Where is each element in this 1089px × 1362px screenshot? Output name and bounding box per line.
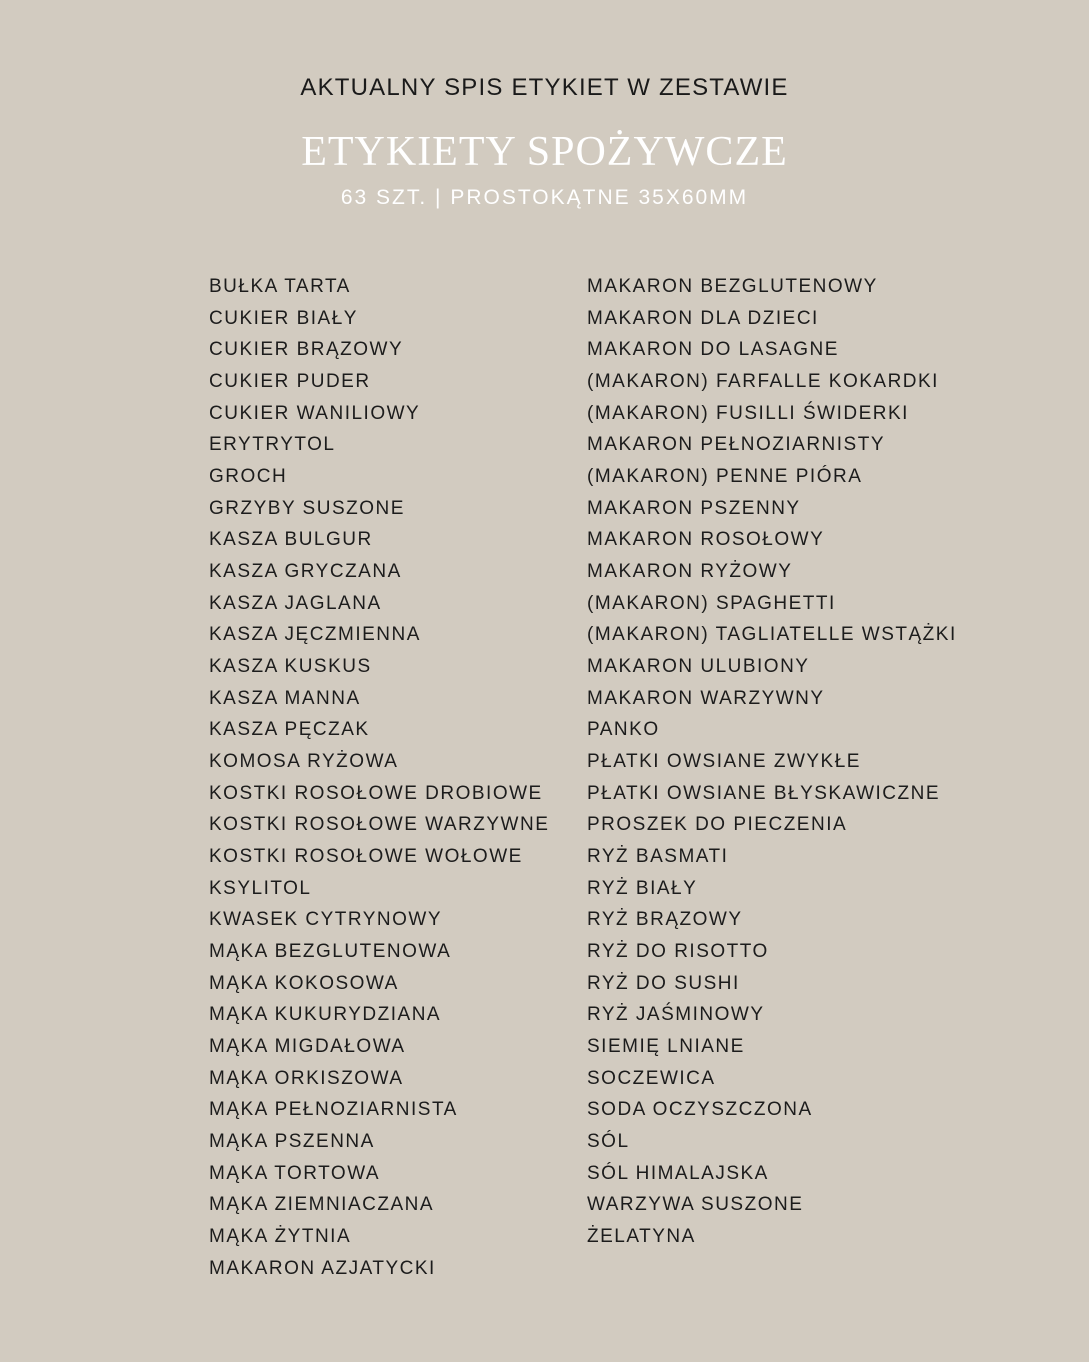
label-list-left xyxy=(209,271,549,1285)
label-item: KASZA JAGLANA xyxy=(209,592,382,614)
label-item: MĄKA KUKURYDZIANA xyxy=(209,1004,442,1026)
label-item: RYŻ JAŚMINOWY xyxy=(587,1004,765,1026)
page-title: ETYKIETY SPOŻYWCZE xyxy=(301,129,788,175)
label-item: MĄKA ORKISZOWA xyxy=(209,1067,404,1089)
label-item: RYŻ BIAŁY xyxy=(587,877,698,899)
label-item: MAKARON RYŻOWY xyxy=(587,561,793,583)
label-item: CUKIER WANILIOWY xyxy=(209,402,421,424)
label-item: ŻELATYNA xyxy=(587,1226,696,1248)
label-item: SOCZEWICA xyxy=(587,1067,716,1089)
page-subtitle: 63 SZT. | PROSTOKĄTNE 35X60MM xyxy=(340,186,749,209)
label-item: MAKARON ULUBIONY xyxy=(587,656,810,678)
label-item: KOSTKI ROSOŁOWE WARZYWNE xyxy=(209,814,550,836)
label-item: SÓL xyxy=(587,1131,630,1153)
label-list-right xyxy=(587,271,957,1253)
label-item: MAKARON WARZYWNY xyxy=(587,687,825,709)
label-item: KASZA GRYCZANA xyxy=(209,561,402,583)
label-item: KASZA JĘCZMIENNA xyxy=(209,624,421,646)
label-item: MAKARON PEŁNOZIARNISTY xyxy=(587,434,885,456)
page-kicker: AKTUALNY SPIS ETYKIET W ZESTAWIE xyxy=(300,74,789,101)
label-item: PŁATKI OWSIANE BŁYSKAWICZNE xyxy=(587,782,941,804)
label-item: (MAKARON) FUSILLI ŚWIDERKI xyxy=(587,402,909,424)
label-item: MAKARON AZJATYCKI xyxy=(209,1257,436,1279)
label-item: KASZA PĘCZAK xyxy=(209,719,370,741)
label-item: KOMOSA RYŻOWA xyxy=(209,751,399,773)
label-item: GRZYBY SUSZONE xyxy=(209,497,405,519)
label-item: SIEMIĘ LNIANE xyxy=(587,1036,745,1058)
label-item: MĄKA TORTOWA xyxy=(209,1162,381,1184)
label-item: PROSZEK DO PIECZENIA xyxy=(587,814,848,836)
label-item: CUKIER PUDER xyxy=(209,371,371,393)
label-item: (MAKARON) SPAGHETTI xyxy=(587,592,836,614)
label-item: KWASEK CYTRYNOWY xyxy=(209,909,443,931)
label-item: GROCH xyxy=(209,466,288,488)
label-item: (MAKARON) FARFALLE KOKARDKI xyxy=(587,371,939,393)
label-item: KOSTKI ROSOŁOWE WOŁOWE xyxy=(209,846,523,868)
label-item: RYŻ BASMATI xyxy=(587,846,729,868)
label-item: MAKARON DLA DZIECI xyxy=(587,307,819,329)
label-item: MAKARON BEZGLUTENOWY xyxy=(587,276,878,297)
label-item: RYŻ BRĄZOWY xyxy=(587,909,743,931)
label-item: SODA OCZYSZCZONA xyxy=(587,1099,813,1121)
label-item: KASZA KUSKUS xyxy=(209,656,372,678)
label-item: CUKIER BIAŁY xyxy=(209,307,358,329)
label-item: MAKARON DO LASAGNE xyxy=(587,339,839,361)
label-item: MAKARON ROSOŁOWY xyxy=(587,529,825,551)
label-item: MĄKA MIGDAŁOWA xyxy=(209,1036,406,1058)
label-item: MĄKA ŻYTNIA xyxy=(209,1226,352,1248)
label-item: MAKARON PSZENNY xyxy=(587,497,801,519)
label-item: PŁATKI OWSIANE ZWYKŁE xyxy=(587,751,861,773)
label-item: MĄKA PEŁNOZIARNISTA xyxy=(209,1099,458,1121)
label-item: RYŻ DO RISOTTO xyxy=(587,941,769,963)
label-item: (MAKARON) PENNE PIÓRA xyxy=(587,466,863,488)
label-item: RYŻ DO SUSHI xyxy=(587,972,740,994)
label-item: PANKO xyxy=(587,719,660,741)
label-item: MĄKA KOKOSOWA xyxy=(209,972,399,994)
label-item: KASZA MANNA xyxy=(209,687,361,709)
label-item: ERYTRYTOL xyxy=(209,434,336,456)
label-item: KSYLITOL xyxy=(209,877,312,899)
label-item: MĄKA PSZENNA xyxy=(209,1131,375,1153)
label-item: MĄKA ZIEMNIACZANA xyxy=(209,1194,435,1216)
label-item: KASZA BULGUR xyxy=(209,529,373,551)
label-item: WARZYWA SUSZONE xyxy=(587,1194,804,1216)
label-item: (MAKARON) TAGLIATELLE WSTĄŻKI xyxy=(587,624,957,646)
label-item: SÓL HIMALAJSKA xyxy=(587,1162,769,1184)
label-item: MĄKA BEZGLUTENOWA xyxy=(209,941,452,963)
label-item: BUŁKA TARTA xyxy=(209,276,351,297)
label-item: CUKIER BRĄZOWY xyxy=(209,339,404,361)
label-item: KOSTKI ROSOŁOWE DROBIOWE xyxy=(209,782,543,804)
